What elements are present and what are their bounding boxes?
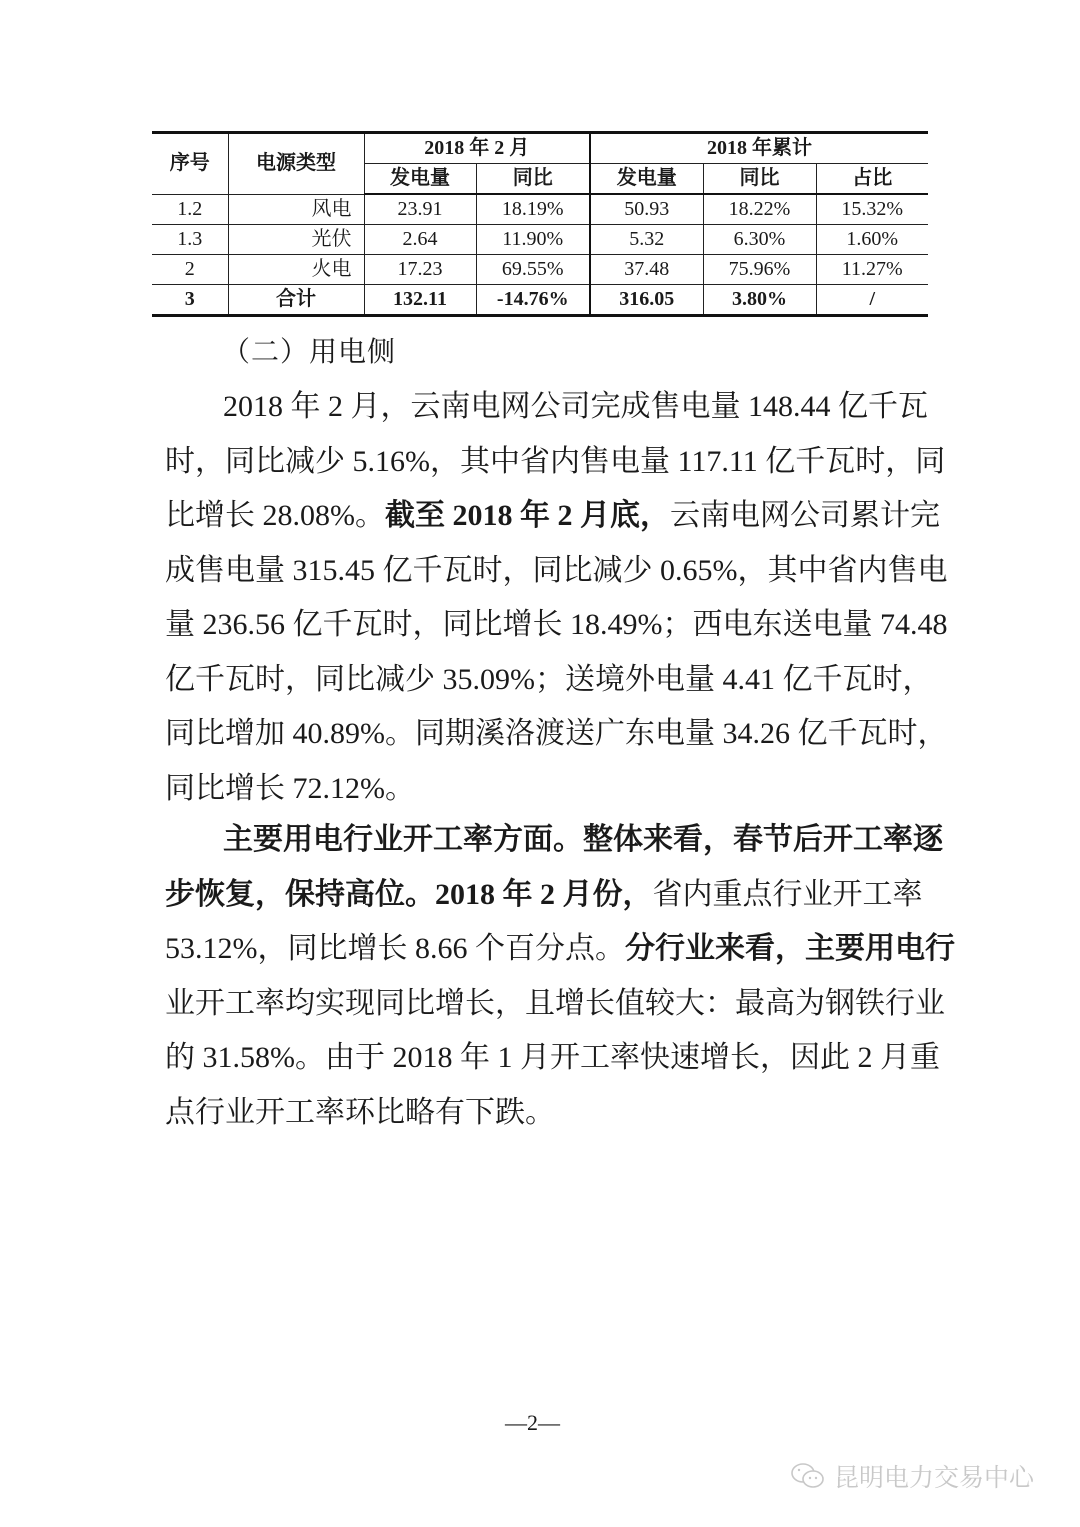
cell-month-gen: 2.64 xyxy=(364,225,476,255)
text-line xyxy=(165,868,923,923)
text-line: 业开工率均实现同比增长，且增长值较大：最高为钢铁行业 xyxy=(165,986,945,1020)
cell-cum-yoy: 18.22% xyxy=(703,194,816,225)
bold-text-run: 主要用电行业开工率方面。整体来看，春节后开工率逐 xyxy=(223,823,943,856)
watermark xyxy=(790,1458,1034,1494)
text-line: 点行业开工率环比略有下跌。 xyxy=(165,1095,555,1129)
table-row xyxy=(152,255,928,285)
text-line: 成售电量 315.45 亿千瓦时，同比减少 0.65%，其中省内售电 xyxy=(165,553,948,587)
cell-seq: 1.2 xyxy=(152,194,228,225)
cell-type: 火电 xyxy=(228,255,364,285)
cell-cum-gen: 37.48 xyxy=(590,255,703,285)
header-month-yoy: 同比 xyxy=(476,164,590,195)
text-line xyxy=(165,489,940,544)
cell-month-yoy: 69.55% xyxy=(476,255,590,285)
cell-month-yoy: 11.90% xyxy=(476,225,590,255)
section-heading: （二）用电侧 xyxy=(222,335,397,368)
bold-text-run: 步恢复，保持高位。2018 年 2 月份， xyxy=(165,877,653,911)
header-month-gen: 发电量 xyxy=(364,164,476,195)
wechat-icon xyxy=(790,1461,826,1491)
header-cumulative-group: 2018 年累计 xyxy=(590,133,928,164)
text-line: 时，同比减少 5.16%，其中省内售电量 117.11 亿千瓦时，同 xyxy=(165,444,946,478)
header-cum-yoy: 同比 xyxy=(703,164,816,195)
bold-text-run: 截至 2018 年 2 月底， xyxy=(385,499,670,532)
cell-cum-share: 15.32% xyxy=(816,194,928,225)
text-line xyxy=(165,922,955,977)
cell-cum-yoy: 75.96% xyxy=(703,255,816,285)
cell-month-yoy: 18.19% xyxy=(476,194,590,225)
table-total-row xyxy=(152,285,928,316)
text-line: 亿千瓦时，同比减少 35.09%；送境外电量 4.41 亿千瓦时， xyxy=(165,662,933,696)
cell-cum-yoy: 6.30% xyxy=(703,225,816,255)
cell-cum-share: / xyxy=(816,285,928,316)
table-row xyxy=(152,194,928,225)
watermark-text: 昆明电力交易中心 xyxy=(834,1463,1035,1492)
text-run: 比增长 28.08%。 xyxy=(165,499,385,532)
cell-cum-gen: 5.32 xyxy=(590,225,703,255)
header-cum-share: 占比 xyxy=(816,164,928,195)
page-number: —2— xyxy=(505,1410,560,1435)
text-line: 同比增长 72.12%。 xyxy=(165,771,415,805)
cell-month-yoy: -14.76% xyxy=(476,285,590,316)
text-run: 云南电网公司累计完 xyxy=(670,499,940,532)
text-line: 量 236.56 亿千瓦时，同比增长 18.49%；西电东送电量 74.48 xyxy=(165,608,948,641)
text-run: 53.12%，同比增长 8.66 个百分点。 xyxy=(165,932,625,965)
generation-table xyxy=(152,131,928,317)
bold-text-run: 分行业来看，主要用电行 xyxy=(625,932,955,965)
text-run: 省内重点行业开工率 xyxy=(652,877,923,911)
cell-cum-yoy: 3.80% xyxy=(703,285,816,316)
text-line: 的 31.58%。由于 2018 年 1 月开工率快速增长，因此 2 月重 xyxy=(165,1041,940,1074)
text-line xyxy=(165,813,943,868)
paragraph-consumption xyxy=(165,380,948,816)
header-cum-gen: 发电量 xyxy=(590,164,703,195)
cell-seq: 3 xyxy=(152,285,228,316)
cell-cum-share: 11.27% xyxy=(816,255,928,285)
header-month-group: 2018 年 2 月 xyxy=(364,133,590,164)
paragraph-industry-rate xyxy=(165,813,955,1140)
cell-type: 风电 xyxy=(228,194,364,225)
table-header-row xyxy=(152,133,928,164)
cell-seq: 1.3 xyxy=(152,225,228,255)
cell-cum-gen: 50.93 xyxy=(590,194,703,225)
cell-cum-gen: 316.05 xyxy=(590,285,703,316)
text-line: 2018 年 2 月，云南电网公司完成售电量 148.44 亿千瓦 xyxy=(223,390,928,423)
header-seq: 序号 xyxy=(152,133,228,195)
table-row xyxy=(152,225,928,255)
cell-seq: 2 xyxy=(152,255,228,285)
cell-type: 光伏 xyxy=(228,225,364,255)
cell-month-gen: 23.91 xyxy=(364,194,476,225)
cell-cum-share: 1.60% xyxy=(816,225,928,255)
header-type: 电源类型 xyxy=(228,133,364,195)
text-line: 同比增加 40.89%。同期溪洛渡送广东电量 34.26 亿千瓦时， xyxy=(165,717,948,750)
cell-type: 合计 xyxy=(228,285,364,316)
cell-month-gen: 17.23 xyxy=(364,255,476,285)
cell-month-gen: 132.11 xyxy=(364,285,476,316)
